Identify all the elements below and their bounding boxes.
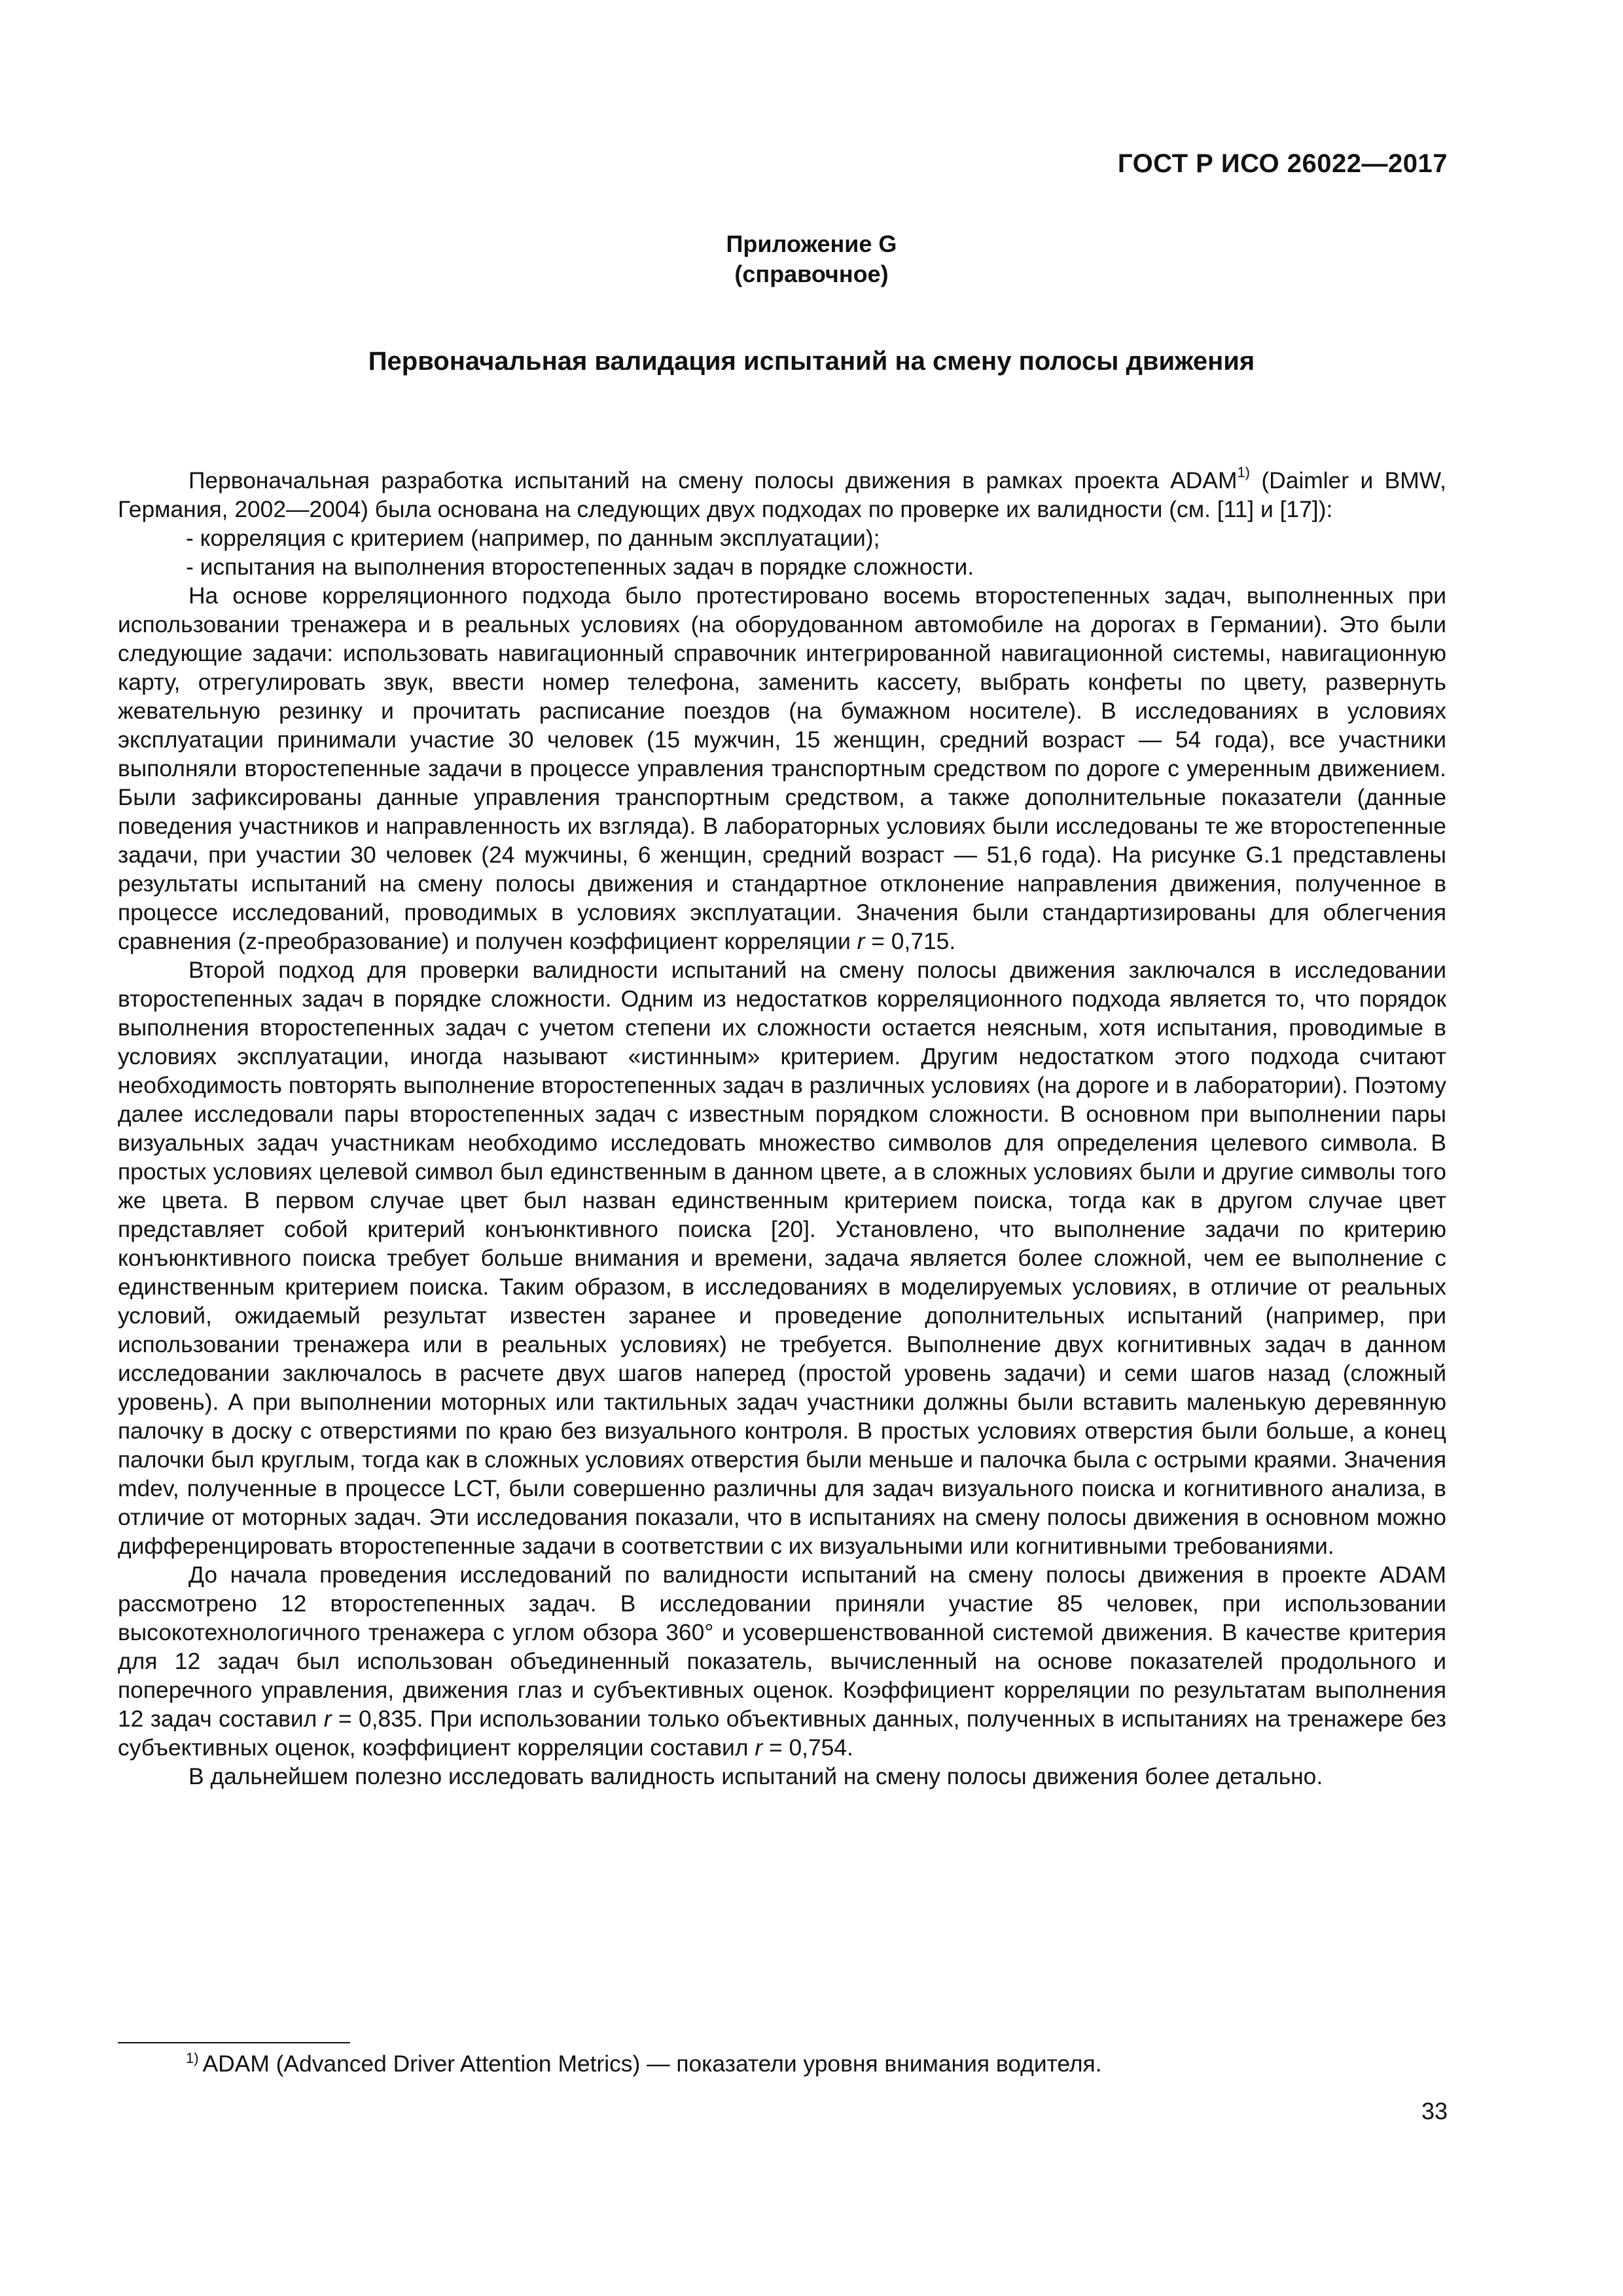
page-number: 33: [1421, 2098, 1448, 2125]
footnote-ref: 1): [1237, 464, 1250, 481]
annex-type: (справочное): [734, 260, 889, 287]
paragraph-5: В дальнейшем полезно исследовать валидность испытаний на смену полосы движения более детально.: [188, 1763, 1323, 1789]
list-item-correlation: - корреляция с критерием (например, по данным эксплуатации);: [186, 525, 880, 551]
r-symbol: r: [755, 1734, 763, 1761]
standard-designation: ГОСТ Р ИСО 26022—2017: [1117, 149, 1448, 178]
paragraph-2-text-a: На основе корреляционного подхода было протестировано восемь второстепенных задач, выполненных при использовании тренажера и в реальных условиях (на оборудованном автомобиле на дорогах в Германии). Это были следующие задачи: использовать навигационный справочник интегрированной навигационной системы, навигационную карту, отрегулировать звук, ввести номер телефона, заменить кассету, выбрать конфеты по цвету, развернуть жевательную резинку и прочитать расписание поездов (на бумажном носителе). В исследованиях в условиях эксплуатации принимали участие 30 человек (15 мужчин, 15 женщин, средний возраст — 54 года), все участники выполняли второстепенные задачи в процессе управления транспортным средством по дороге с умеренным движением. Были зафиксированы данные управления транспортным средством, а также дополнительные показатели (данные поведения участников и направленность их взгляда). В лабораторных условиях были исследованы те же второстепенные задачи, при участии 30 человек (24 мужчины, 6 женщин, средний возраст — 51,6 года). На рисунке G.1 представлены результаты испытаний на смену полосы движения и стандартное отклонение направления движения, полученное в процессе исследований, проводимых в условиях эксплуатации. Значения были стандартизированы для облегчения сравнения (z-преобразование) и получен коэффициент корреляции: [118, 583, 1446, 954]
paragraph-4-text-c: = 0,754.: [762, 1734, 853, 1761]
paragraph-3: Второй подход для проверки валидности испытаний на смену полосы движения заключался в исследовании второстепенных задач в порядке сложности. Одним из недостатков корреляционного подхода является то, что порядок выполнения второстепенных задач с учетом степени их сложности остается неясным, хотя испытания, проводимые в условиях эксплуатации, иногда называют «истинным» критерием. Другим недостатком этого подхода считают необходимость повторять выполнение второстепенных задач в различных условиях (на дороге и в лаборатории). Поэтому далее исследовали пары второстепенных задач с известным порядком сложности. В основном при выполнении пары визуальных задач участникам необходимо исследовать множество символов для определения целевого символа. В простых условиях целевой символ был единственным в данном цвете, а в сложных условиях были и другие символы того же цвета. В первом случае цвет был назван единственным критерием поиска, тогда как в другом случае цвет представляет собой критерий конъюнктивного поиска [20]. Установлено, что выполнение задачи по критерию конъюнктивного поиска требует больше внимания и времени, задача является более сложной, чем ее выполнение с единственным критерием поиска. Таким образом, в исследованиях в моделируемых условиях, в отличие от реальных условий, ожидаемый результат известен заранее и проведение дополнительных испытаний (например, при использовании тренажера или в реальных условиях) не требуется. Выполнение двух когнитивных задач в данном исследовании заключалось в расчете двух шагов наперед (простой уровень задачи) и семи шагов назад (сложный уровень). А при выполнении моторных или тактильных задач участники должны были вставить маленькую деревянную палочку в доску с отверстиями по краю без визуального контроля. В простых условиях отверстия были больше, а конец палочки был круглым, тогда как в сложных условиях отверстия были меньше и палочка была с острыми краями. Значения mdev, полученные в процессе LCT, были совершенно различны для задач визуального поиска и когнитивного анализа, в отличие от моторных задач. Эти исследования показали, что в испытаниях на смену полосы движения в основном можно дифференцировать второстепенные задачи в соответствии с их визуальными или когнитивными требованиями.: [118, 957, 1446, 1559]
paragraph-4-text-a: До начала проведения исследований по валидности испытаний на смену полосы движения в проекте ADAM рассмотрено 12 второстепенных задач. В исследовании приняли участие 85 человек, при использовании высокотехнологичного тренажера с углом обзора 360° и усовершенствованной системой движения. В качестве критерия для 12 задач был использован объединенный показатель, вычисленный на основе показателей продольного и поперечного управления, движения глаз и субъективных оценок. Коэффициент корреляции по результатам выполнения 12 задач составил: [118, 1562, 1446, 1732]
r-symbol: r: [323, 1706, 332, 1732]
r-symbol: r: [857, 928, 865, 954]
paragraph-1-text-a: Первоначальная разработка испытаний на смену полосы движения в рамках проекта ADAM: [188, 467, 1238, 493]
paragraph-2-text-b: = 0,715.: [865, 928, 956, 954]
paragraph-1-text-b: (Daimler и BMW, Германия, 2002—2004) была основана на следующих двух подходах по проверке их валидности (см. [11] и [17]):: [118, 467, 1446, 522]
footnote-text: ADAM (Advanced Driver Attention Metrics) — показатели уровня внимания водителя.: [202, 2051, 1102, 2077]
footnote: [186, 2049, 1102, 2078]
footnote-divider: [118, 2042, 350, 2043]
body-text: [118, 466, 1446, 1791]
paragraph-1: [118, 466, 1446, 524]
annex-title: Первоначальная валидация испытаний на смену полосы движения: [368, 347, 1255, 376]
paragraph-4-text-b: = 0,835. При использовании только объективных данных, полученных в испытаниях на тренажере без субъективных оценок, коэффициент корреляции составил: [118, 1706, 1447, 1761]
paragraph-4: [118, 1560, 1446, 1762]
list-item-difficulty: - испытания на выполнения второстепенных задач в порядке сложности.: [186, 554, 974, 580]
paragraph-2: [118, 581, 1446, 956]
annex-label: Приложение G: [726, 230, 897, 257]
footnote-mark: 1): [186, 2050, 199, 2067]
